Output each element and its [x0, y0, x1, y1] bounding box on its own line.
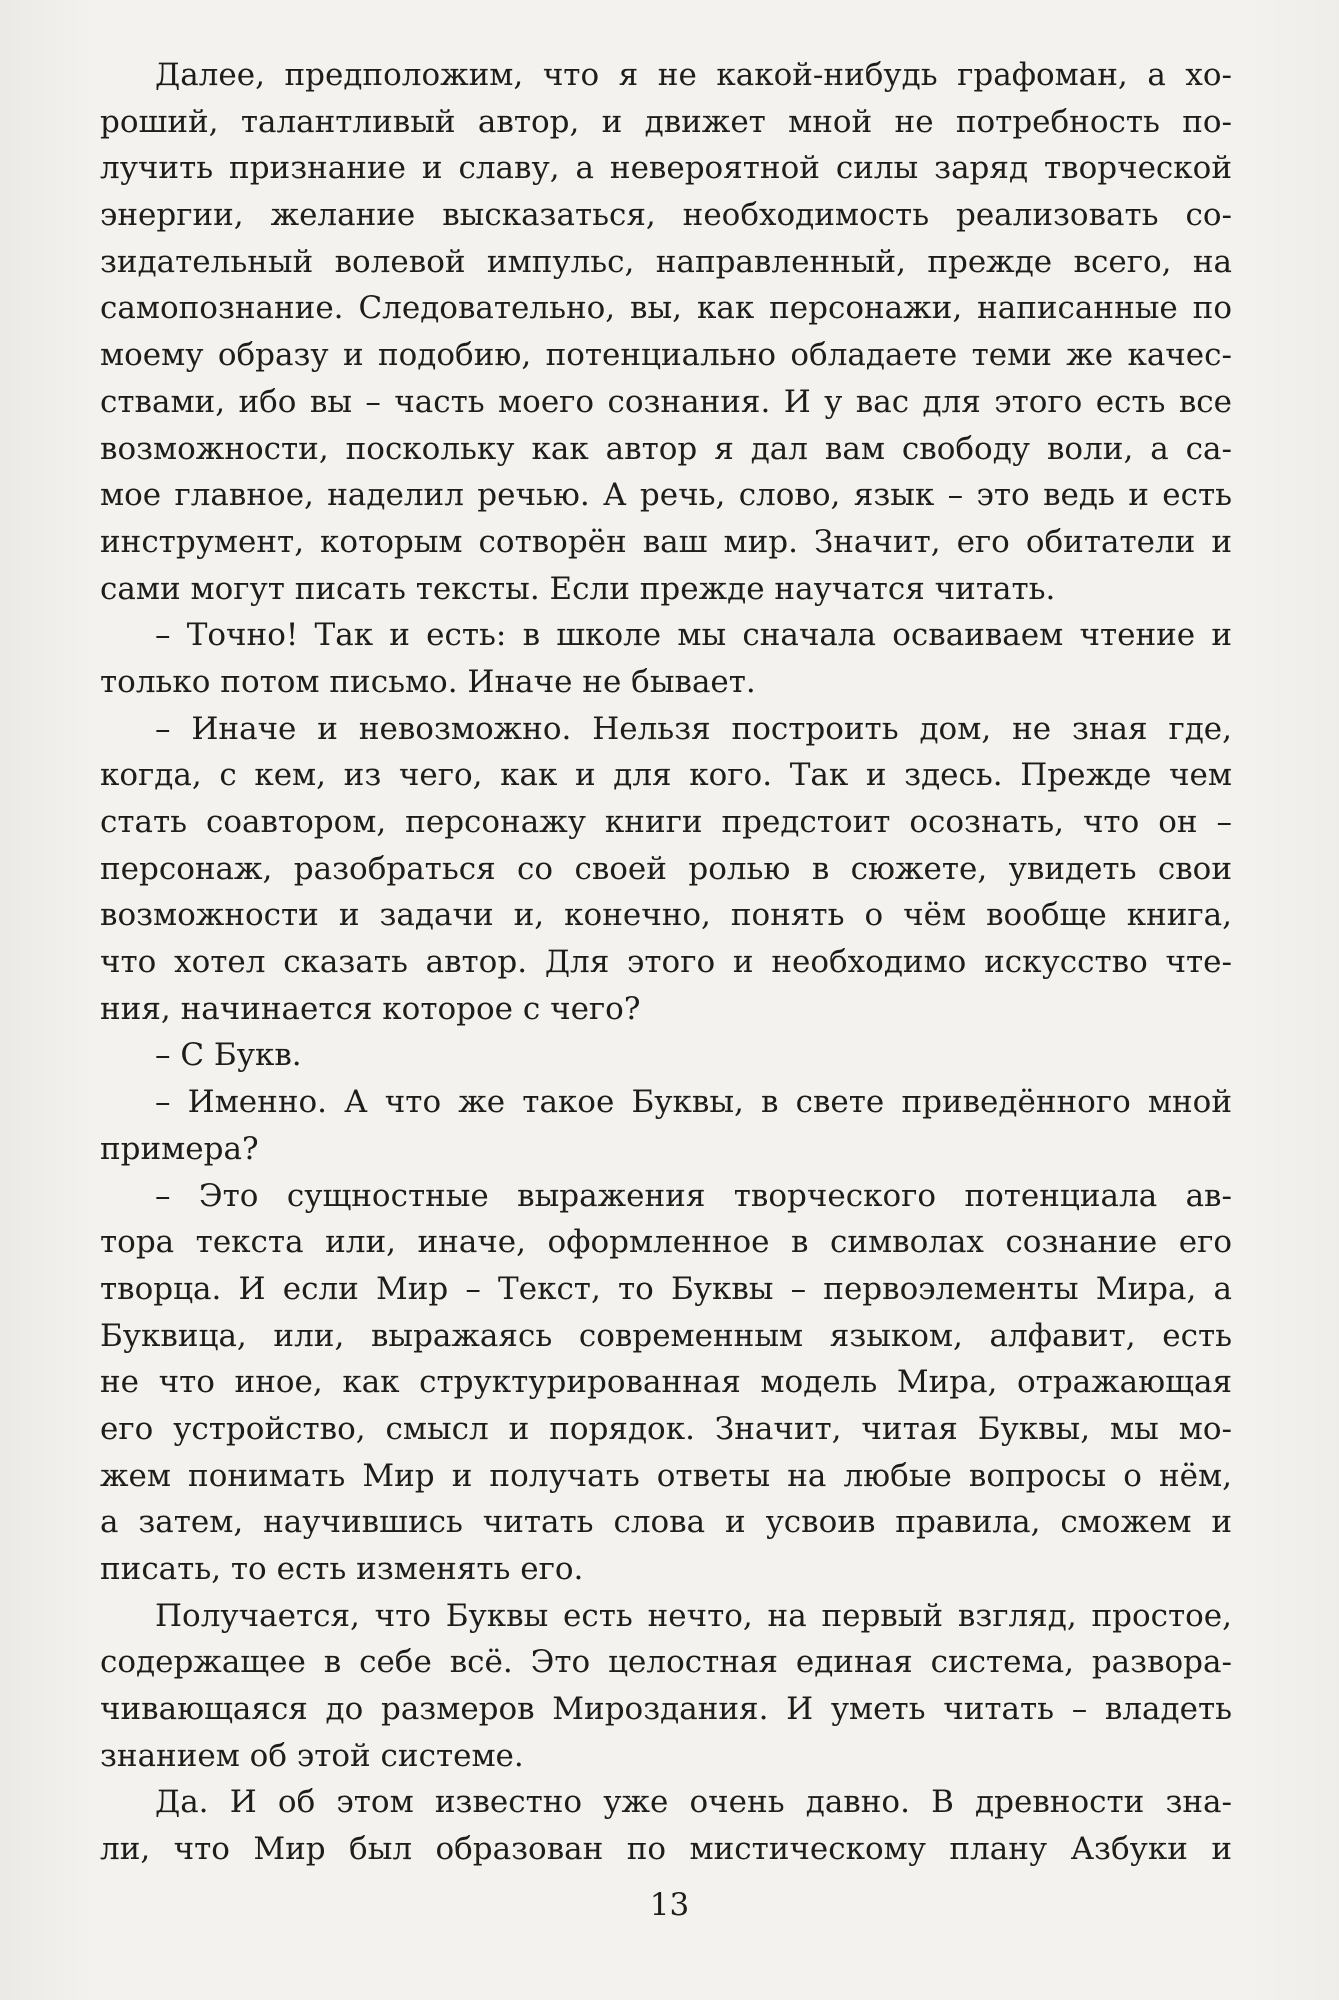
text-line: чивающаяся до размеров Мироздания. И уметь читать – владеть — [100, 1691, 1232, 1728]
text-line: возможности и задачи и, конечно, понять о чём вообще книга, — [100, 897, 1232, 934]
text-line: не что иное, как структурированная модель Мира, отражающая — [100, 1364, 1232, 1401]
text-line: жем понимать Мир и получать ответы на любые вопросы о нём, — [100, 1457, 1232, 1494]
text-line: зидательный волевой импульс, направленный, прежде всего, на — [100, 243, 1232, 280]
page-number: 13 — [649, 1887, 690, 1923]
text-line: творца. И если Мир – Текст, то Буквы – первоэлементы Мира, а — [100, 1270, 1232, 1307]
text-line: самопознание. Следовательно, вы, как персонажи, написанные по — [100, 290, 1232, 327]
text-line: инструмент, которым сотворён ваш мир. Значит, его обитатели и — [100, 523, 1232, 560]
text-line: ли, что Мир был образован по мистическому плану Азбуки и — [100, 1831, 1232, 1868]
text-line: Буквица, или, выражаясь современным языком, алфавит, есть — [100, 1317, 1232, 1354]
text-line: моему образу и подобию, потенциально обладаете теми же качес- — [100, 337, 1232, 374]
text-line: роший, талантливый автор, и движет мной не потребность по- — [100, 103, 1232, 140]
text-line: сами могут писать тексты. Если прежде научатся читать. — [100, 570, 1056, 607]
text-line: ствами, ибо вы – часть моего сознания. И у вас для этого есть все — [100, 383, 1232, 420]
text-line: тора текста или, иначе, оформленное в символах сознание его — [100, 1224, 1232, 1261]
text-line: примера? — [100, 1130, 259, 1167]
text-line: – Именно. А что же такое Буквы, в свете приведённого мной — [155, 1084, 1232, 1121]
text-line: писать, то есть изменять его. — [100, 1551, 584, 1587]
text-line: а затем, научившись читать слова и усвоив правила, сможем и — [100, 1504, 1232, 1541]
text-line: персонаж, разобраться со своей ролью в сюжете, увидеть свои — [100, 850, 1232, 887]
text-line: когда, с кем, из чего, как и для кого. Так и здесь. Прежде чем — [100, 757, 1232, 794]
text-line: возможности, поскольку как автор я дал вам свободу воли, а са- — [100, 430, 1232, 467]
text-line: Да. И об этом известно уже очень давно. В древности зна- — [155, 1784, 1232, 1821]
text-line: – Это сущностные выражения творческого потенциала ав- — [155, 1177, 1232, 1214]
body-text — [100, 52, 1232, 1873]
text-line: ния, начинается которое с чего? — [100, 990, 641, 1027]
text-line: энергии, желание высказаться, необходимость реализовать со- — [100, 197, 1232, 234]
text-line: знанием об этой системе. — [100, 1737, 524, 1774]
text-line: только потом письмо. Иначе не бывает. — [100, 663, 756, 700]
text-line: мое главное, наделил речью. А речь, слово, язык – это ведь и есть — [100, 477, 1232, 514]
text-line: Получается, что Буквы есть нечто, на первый взгляд, простое, — [155, 1597, 1232, 1634]
text-line: стать соавтором, персонажу книги предстоит осознать, что он – — [100, 804, 1232, 840]
text-line: – Иначе и невозможно. Нельзя построить дом, не зная где, — [155, 710, 1232, 747]
text-line: его устройство, смысл и порядок. Значит, читая Буквы, мы мо- — [100, 1410, 1232, 1447]
text-line: лучить признание и славу, а невероятной силы заряд творческой — [100, 150, 1232, 187]
text-line: – С Букв. — [155, 1037, 302, 1074]
text-line: содержащее в себе всё. Это целостная единая система, развора- — [100, 1644, 1232, 1681]
text-line: что хотел сказать автор. Для этого и необходимо искусство чте- — [100, 944, 1232, 981]
text-line: Далее, предположим, что я не какой-нибудь графоман, а хо- — [155, 57, 1232, 93]
text-line: – Точно! Так и есть: в школе мы сначала осваиваем чтение и — [155, 617, 1232, 654]
